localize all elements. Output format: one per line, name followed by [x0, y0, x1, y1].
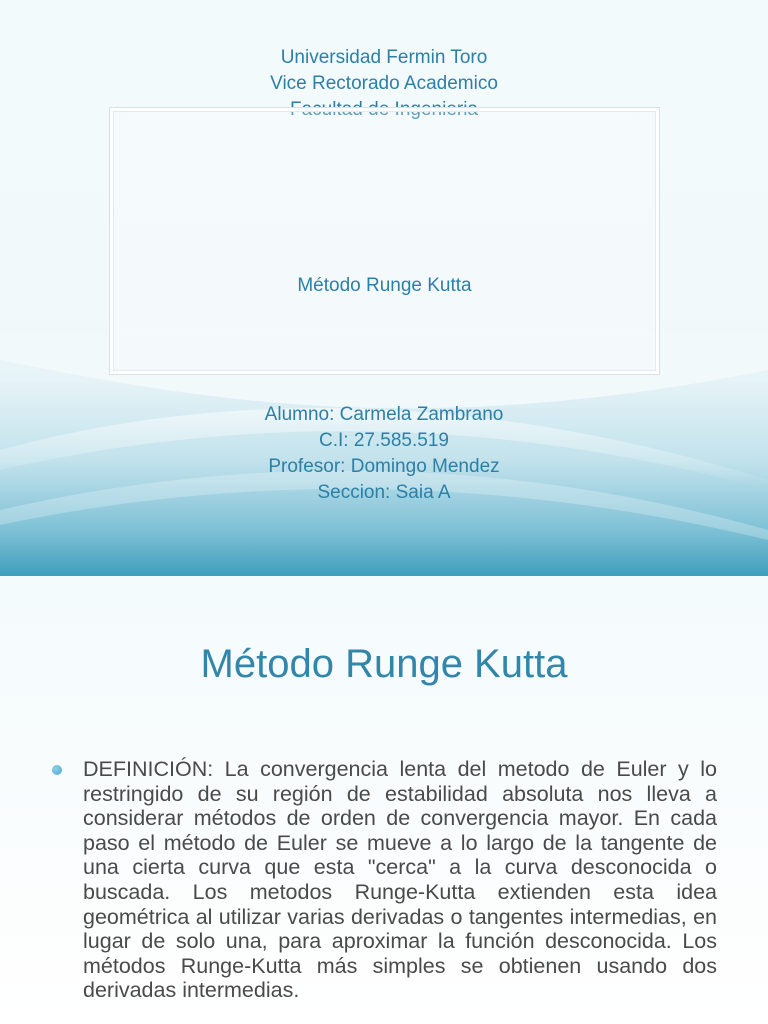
student-name: Alumno: Carmela Zambrano: [264, 404, 504, 425]
faculty-name: Facultad de Ingenieria: [289, 99, 478, 120]
vice-rectorate: Vice Rectorado Academico: [270, 73, 498, 94]
bullet-item: [52, 757, 717, 1003]
section-name: Seccion: Saia A: [317, 482, 451, 503]
professor-name: Profesor: Domingo Mendez: [268, 456, 500, 477]
definition-text: DEFINICIÓN: La convergencia lenta del metodo de Euler y lo restringido de su región de estabilidad absoluta nos lleva a considerar métodos de orden de convergencia mayor. En cada paso el método de Euler se mueve a lo largo de la tangente de una cierta curva que esta "cerca" a la curva desconocida o buscada. Los metodos Runge-Kutta extienden esta idea geométrica al utilizar varias derivadas o tangentes intermedias, en lugar de solo una, para aproximar la función desconocida. Los métodos Runge-Kutta más simples se obtienen usando dos derivadas intermedias.: [83, 757, 717, 1003]
slide2-title: Método Runge Kutta: [200, 642, 568, 686]
title-box: [109, 107, 660, 375]
slide1-title: Método Runge Kutta: [297, 275, 472, 296]
university-name: Universidad Fermin Toro: [280, 47, 488, 68]
content-slide: [0, 576, 768, 1024]
student-id: C.I: 27.585.519: [319, 430, 449, 451]
student-info: [0, 402, 768, 506]
bullet-dot-icon: [52, 765, 62, 775]
